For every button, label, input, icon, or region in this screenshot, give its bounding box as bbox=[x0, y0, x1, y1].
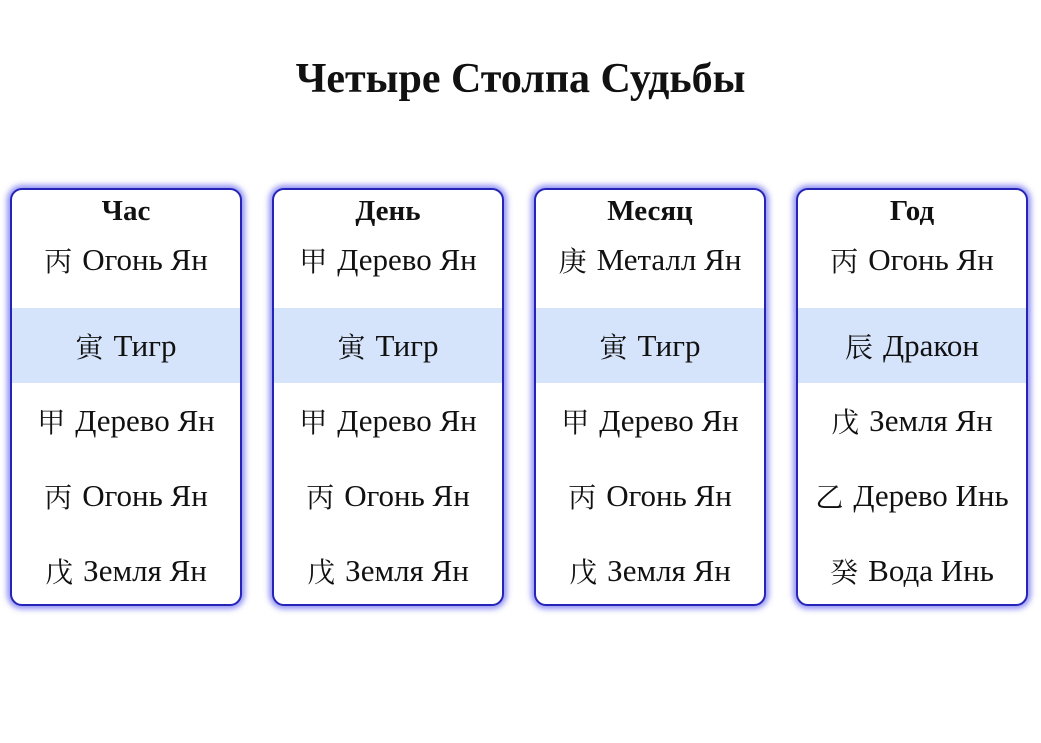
hidden-stem bbox=[798, 383, 1026, 458]
heavenly-stem bbox=[12, 222, 240, 297]
hidden-stem bbox=[536, 383, 764, 458]
hidden-stem-label: Земля Ян bbox=[869, 402, 993, 438]
branch-label: Тигр bbox=[113, 327, 177, 363]
stem-label: Металл Ян bbox=[596, 241, 742, 277]
stem-label: Огонь Ян bbox=[868, 241, 994, 277]
hidden-stem-glyph: 丙 bbox=[568, 480, 597, 514]
hidden-stem-label: Земля Ян bbox=[83, 552, 207, 588]
pillars-container bbox=[0, 188, 1041, 610]
pillar-title: День bbox=[355, 195, 421, 227]
pillar-title: Месяц bbox=[607, 195, 693, 227]
stem-label: Огонь Ян bbox=[82, 241, 208, 277]
hidden-stem bbox=[274, 458, 502, 533]
hidden-stem bbox=[274, 383, 502, 458]
hidden-stem-glyph: 丙 bbox=[306, 480, 335, 514]
hidden-stem-glyph: 甲 bbox=[37, 405, 66, 439]
pillar-title: Год bbox=[889, 195, 935, 227]
hidden-stem bbox=[12, 533, 240, 606]
hidden-stem-glyph: 戊 bbox=[569, 555, 598, 589]
hidden-stem-glyph: 丙 bbox=[44, 480, 73, 514]
hidden-stem-label: Дерево Ян bbox=[599, 402, 739, 438]
stem-glyph: 丙 bbox=[830, 244, 859, 278]
branch-label: Тигр bbox=[637, 327, 701, 363]
branch-glyph: 辰 bbox=[845, 330, 874, 364]
hidden-stem-label: Дерево Инь bbox=[853, 477, 1009, 513]
heavenly-stem bbox=[798, 222, 1026, 297]
heavenly-stem bbox=[536, 222, 764, 297]
hidden-stem bbox=[12, 458, 240, 533]
branch-glyph: 寅 bbox=[75, 330, 104, 364]
hidden-stem-glyph: 戊 bbox=[831, 405, 860, 439]
hidden-stem-glyph: 戊 bbox=[307, 555, 336, 589]
hidden-stem-label: Дерево Ян bbox=[337, 402, 477, 438]
page-title: Четыре Столпа Судьбы bbox=[295, 56, 746, 102]
pillar-title: Час bbox=[101, 195, 151, 227]
earthly-branch bbox=[536, 308, 764, 383]
branch-label: Дракон bbox=[883, 327, 979, 363]
hidden-stem bbox=[12, 383, 240, 458]
hidden-stem-glyph: 甲 bbox=[299, 405, 328, 439]
earthly-branch bbox=[12, 308, 240, 383]
hidden-stem-glyph: 戊 bbox=[45, 555, 74, 589]
pillar-year bbox=[796, 188, 1028, 606]
pillar-hour bbox=[10, 188, 242, 606]
stem-label: Дерево Ян bbox=[337, 241, 477, 277]
hidden-stem bbox=[798, 458, 1026, 533]
hidden-stem-label: Огонь Ян bbox=[344, 477, 470, 513]
earthly-branch bbox=[798, 308, 1026, 383]
stem-glyph: 甲 bbox=[299, 244, 328, 278]
hidden-stem-glyph: 癸 bbox=[830, 555, 859, 589]
heavenly-stem bbox=[274, 222, 502, 297]
hidden-stem-label: Огонь Ян bbox=[82, 477, 208, 513]
pillar-month bbox=[534, 188, 766, 606]
pillar-day bbox=[272, 188, 504, 606]
hidden-stem bbox=[798, 533, 1026, 606]
branch-glyph: 寅 bbox=[337, 330, 366, 364]
earthly-branch bbox=[274, 308, 502, 383]
hidden-stem bbox=[536, 458, 764, 533]
hidden-stem-glyph: 乙 bbox=[815, 480, 844, 514]
hidden-stem-glyph: 甲 bbox=[561, 405, 590, 439]
branch-glyph: 寅 bbox=[599, 330, 628, 364]
branch-label: Тигр bbox=[375, 327, 439, 363]
hidden-stem-label: Дерево Ян bbox=[75, 402, 215, 438]
hidden-stem-label: Вода Инь bbox=[868, 552, 994, 588]
hidden-stem bbox=[536, 533, 764, 606]
stem-glyph: 庚 bbox=[558, 244, 587, 278]
hidden-stem-label: Огонь Ян bbox=[606, 477, 732, 513]
stem-glyph: 丙 bbox=[44, 244, 73, 278]
hidden-stem-label: Земля Ян bbox=[345, 552, 469, 588]
hidden-stem bbox=[274, 533, 502, 606]
hidden-stem-label: Земля Ян bbox=[607, 552, 731, 588]
